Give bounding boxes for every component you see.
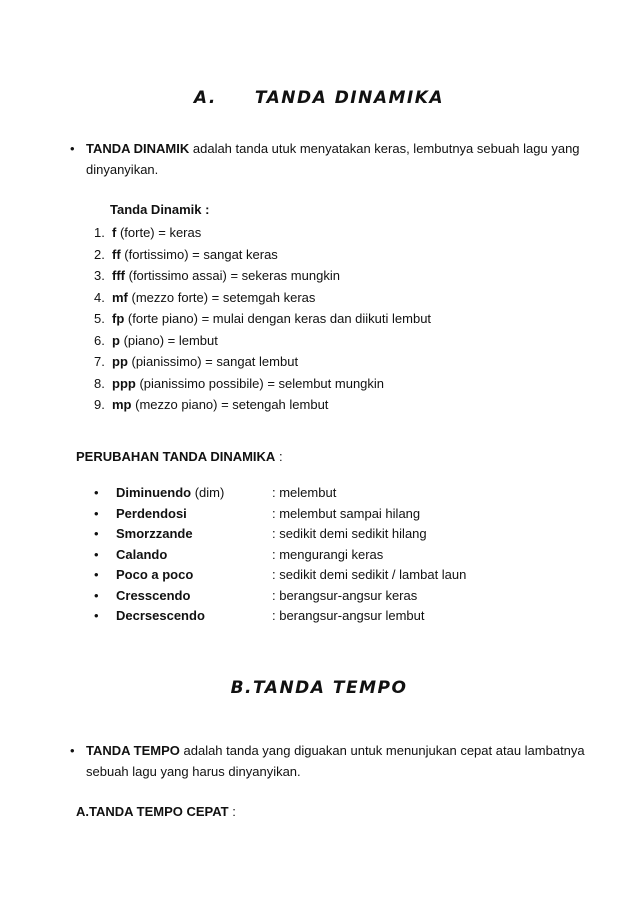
change-description: : melembut sampai hilang xyxy=(272,505,421,521)
bullet-icon: • xyxy=(94,546,99,562)
tempo-definition-text: adalah tanda yang diguakan untuk menunjukan cepat atau lambatnya sebuah lagu yang harus dinyanyikan. xyxy=(86,743,585,779)
change-title: PERUBAHAN TANDA DINAMIKA xyxy=(76,449,276,464)
dynamics-symbol: fff xyxy=(112,268,125,283)
dynamics-meaning: (fortissimo assai) = sekeras mungkin xyxy=(125,268,340,283)
change-description: : sedikit demi sedikit / lambat laun xyxy=(272,567,467,582)
change-list-item xyxy=(94,483,466,504)
change-term-extra: (dim) xyxy=(191,485,225,500)
list-number: 7. xyxy=(94,354,105,369)
change-term-cell xyxy=(116,483,272,504)
bullet-icon: • xyxy=(94,567,99,582)
section-a-heading xyxy=(0,88,638,108)
change-list-item xyxy=(94,586,466,607)
change-description: : sedikit demi sedikit hilang xyxy=(272,526,427,541)
bullet-icon: • xyxy=(70,743,75,758)
change-title-suffix: : xyxy=(275,449,283,464)
dynamics-list-item xyxy=(94,244,431,266)
definition-term: TANDA DINAMIK xyxy=(86,141,190,156)
section-a-title: TANDA DINAMIKA xyxy=(254,88,445,108)
section-b-heading: B.TANDA TEMPO xyxy=(230,678,408,698)
change-description: : berangsur-angsur keras xyxy=(272,587,418,603)
bullet-icon: • xyxy=(94,608,99,623)
dynamics-meaning: (piano) = lembut xyxy=(119,332,218,348)
list-number: 1. xyxy=(94,225,105,240)
change-term: Diminuendo xyxy=(116,485,192,500)
change-term: Perdendosi xyxy=(116,505,187,521)
bullet-icon: • xyxy=(94,526,99,541)
dynamics-list-item xyxy=(94,222,431,244)
dynamics-meaning: (mezzo forte) = setemgah keras xyxy=(127,289,316,305)
dynamics-symbol: fp xyxy=(112,311,125,326)
list-number: 6. xyxy=(94,332,105,348)
change-description: : mengurangi keras xyxy=(272,546,384,562)
change-term-cell xyxy=(116,524,272,545)
list-number: 3. xyxy=(94,268,105,283)
change-term: Calando xyxy=(116,546,168,562)
list-number: 4. xyxy=(94,289,105,305)
dynamics-list-title: Tanda Dinamik : xyxy=(110,202,210,217)
dynamics-symbol: f xyxy=(112,225,117,240)
dynamics-list-item xyxy=(94,373,431,395)
change-section-title xyxy=(76,449,283,464)
list-number: 8. xyxy=(94,375,105,391)
dynamics-symbol: p xyxy=(112,332,120,348)
change-list-item xyxy=(94,606,466,627)
dynamics-symbol: pp xyxy=(112,354,128,369)
dynamics-list-item xyxy=(94,308,431,330)
change-term-cell xyxy=(116,586,272,607)
dynamics-meaning: (mezzo piano) = setengah lembut xyxy=(131,397,329,412)
change-description: : melembut xyxy=(272,485,337,500)
change-list xyxy=(94,483,466,627)
change-list-item xyxy=(94,565,466,586)
dynamics-symbol: ff xyxy=(112,246,121,262)
change-term-cell xyxy=(116,565,272,586)
list-number: 5. xyxy=(94,311,105,326)
bullet-icon: • xyxy=(94,505,99,521)
dynamics-meaning: (fortissimo) = sangat keras xyxy=(120,246,278,262)
change-term-cell xyxy=(116,545,272,566)
change-list-item xyxy=(94,504,466,525)
section-a-number: A. xyxy=(193,88,217,108)
dynamics-list xyxy=(94,222,431,416)
dynamics-symbol: ppp xyxy=(112,375,136,391)
dynamics-meaning: (pianissimo possibile) = selembut mungkin xyxy=(135,375,385,391)
tempo-definition xyxy=(70,740,586,782)
list-number: 9. xyxy=(94,397,105,412)
dynamics-list-item xyxy=(94,265,431,287)
dynamics-list-item xyxy=(94,330,431,352)
dynamics-meaning: (pianissimo) = sangat lembut xyxy=(127,354,299,369)
definition-text: adalah tanda utuk menyatakan keras, lembutnya sebuah lagu yang dinyanyikan. xyxy=(86,141,580,177)
dynamics-meaning: (forte) = keras xyxy=(116,225,202,240)
dynamics-definition xyxy=(70,138,586,180)
bullet-icon: • xyxy=(70,141,75,156)
change-term: Smorzzande xyxy=(116,526,193,541)
fast-tempo-title-suffix: : xyxy=(228,804,236,819)
list-number: 2. xyxy=(94,246,105,262)
bullet-icon: • xyxy=(94,485,99,500)
change-term-cell xyxy=(116,504,272,525)
change-term-cell xyxy=(116,606,272,627)
change-description: : berangsur-angsur lembut xyxy=(272,608,425,623)
dynamics-symbol: mp xyxy=(112,397,132,412)
dynamics-list-item xyxy=(94,287,431,309)
bullet-icon: • xyxy=(94,587,99,603)
change-term: Decrsescendo xyxy=(116,608,205,623)
change-list-item xyxy=(94,524,466,545)
change-term: Cresscendo xyxy=(116,587,191,603)
fast-tempo-title: A.TANDA TEMPO CEPAT xyxy=(76,804,229,819)
change-term: Poco a poco xyxy=(116,567,194,582)
fast-tempo-section-title xyxy=(76,804,236,819)
dynamics-symbol: mf xyxy=(112,289,128,305)
change-list-item xyxy=(94,545,466,566)
dynamics-list-item xyxy=(94,394,431,416)
dynamics-meaning: (forte piano) = mulai dengan keras dan diikuti lembut xyxy=(124,311,432,326)
tempo-definition-term: TANDA TEMPO xyxy=(86,743,180,758)
dynamics-list-item xyxy=(94,351,431,373)
